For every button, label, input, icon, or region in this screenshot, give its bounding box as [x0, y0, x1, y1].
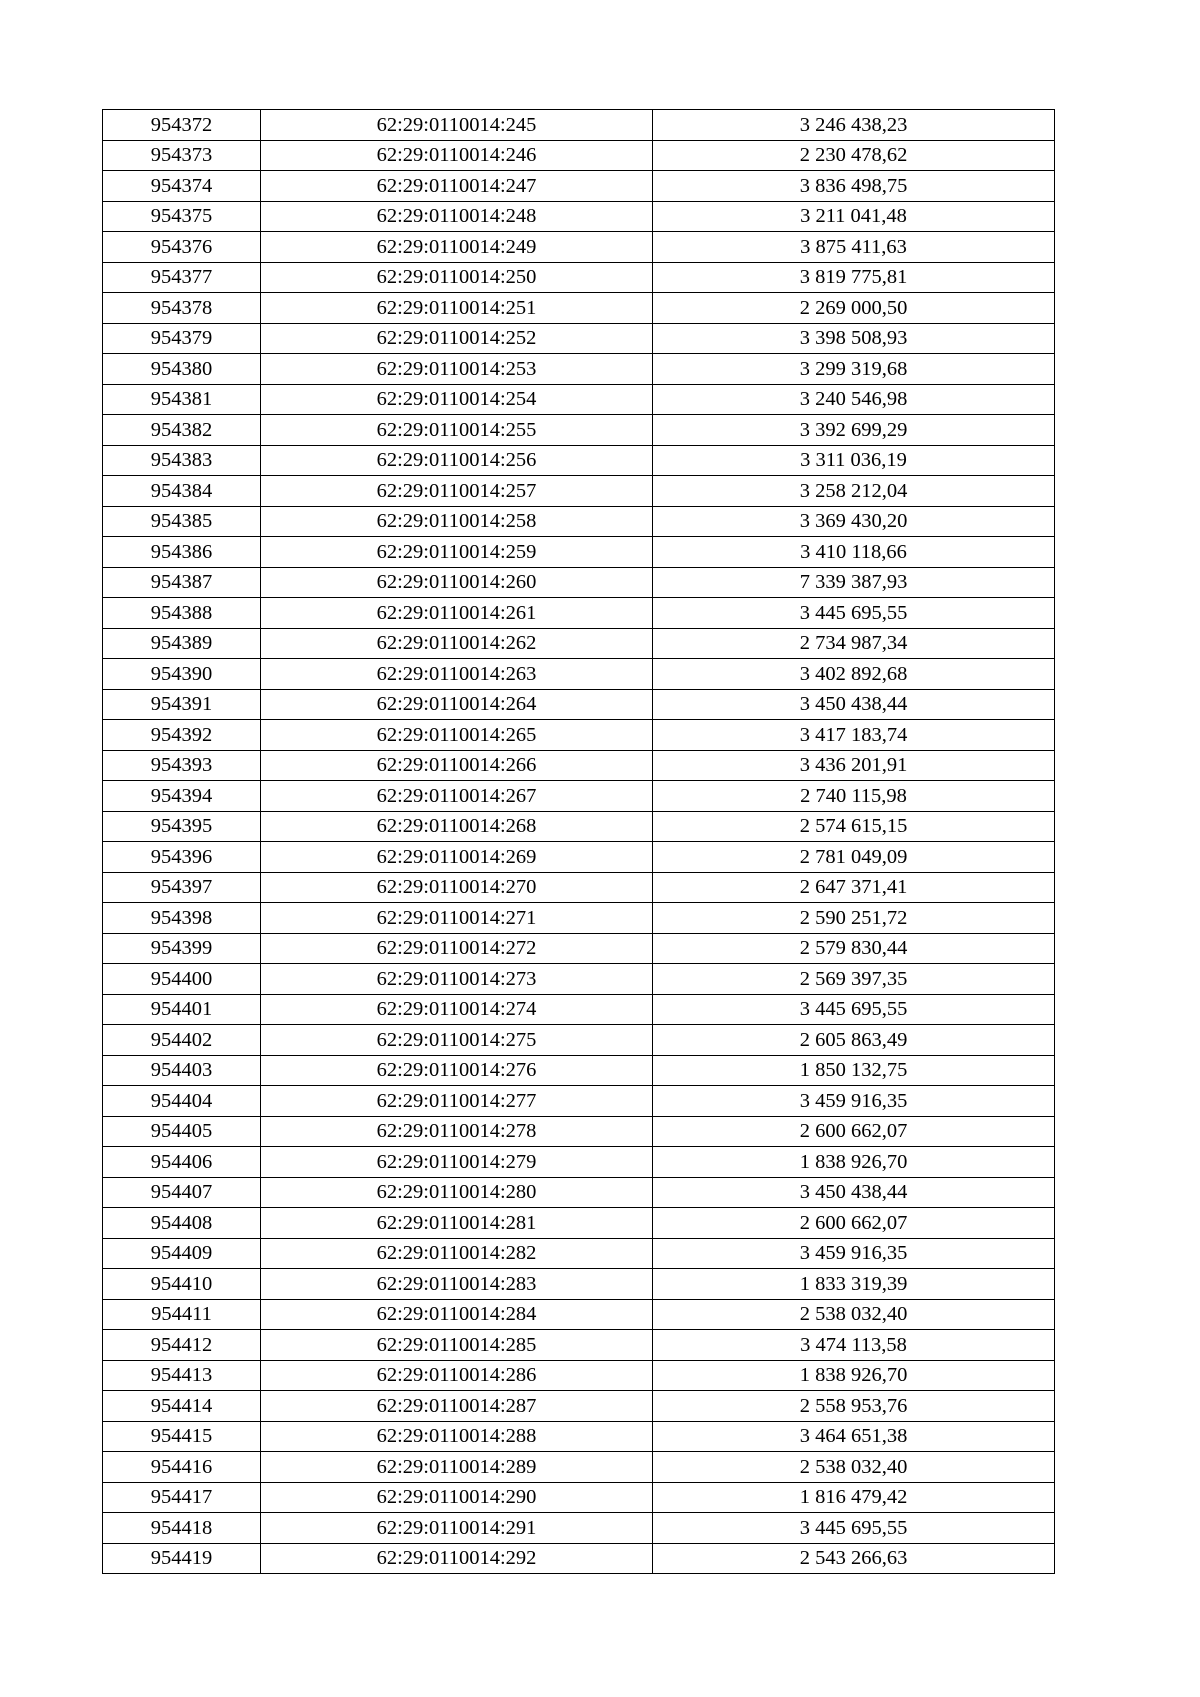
cadastral-number-cell: 62:29:0110014:249 [261, 232, 653, 263]
cadastral-value-cell: 3 246 438,23 [653, 110, 1055, 141]
row-number-cell: 954379 [103, 323, 261, 354]
row-number-cell: 954419 [103, 1543, 261, 1574]
cadastral-number-cell: 62:29:0110014:268 [261, 811, 653, 842]
cadastral-value-cell: 3 819 775,81 [653, 262, 1055, 293]
table-row [103, 1025, 1055, 1056]
table-row [103, 262, 1055, 293]
table-row [103, 1482, 1055, 1513]
cadastral-number-cell: 62:29:0110014:281 [261, 1208, 653, 1239]
row-number-cell: 954391 [103, 689, 261, 720]
table-row [103, 1391, 1055, 1422]
table-row [103, 1513, 1055, 1544]
table-row [103, 1452, 1055, 1483]
cadastral-value-cell: 3 417 183,74 [653, 720, 1055, 751]
cadastral-value-cell: 2 734 987,34 [653, 628, 1055, 659]
cadastral-number-cell: 62:29:0110014:275 [261, 1025, 653, 1056]
cadastral-value-cell: 7 339 387,93 [653, 567, 1055, 598]
row-number-cell: 954417 [103, 1482, 261, 1513]
table-row [103, 1147, 1055, 1178]
row-number-cell: 954418 [103, 1513, 261, 1544]
cadastral-number-cell: 62:29:0110014:266 [261, 750, 653, 781]
cadastral-value-cell: 1 850 132,75 [653, 1055, 1055, 1086]
cadastral-value-cell: 3 402 892,68 [653, 659, 1055, 690]
cadastral-value-cell: 1 838 926,70 [653, 1360, 1055, 1391]
row-number-cell: 954410 [103, 1269, 261, 1300]
cadastral-value-cell: 3 398 508,93 [653, 323, 1055, 354]
cadastral-value-cell: 3 392 699,29 [653, 415, 1055, 446]
table-row [103, 720, 1055, 751]
row-number-cell: 954395 [103, 811, 261, 842]
row-number-cell: 954408 [103, 1208, 261, 1239]
cadastral-value-cell: 2 538 032,40 [653, 1452, 1055, 1483]
cadastral-value-cell: 1 838 926,70 [653, 1147, 1055, 1178]
table-row [103, 842, 1055, 873]
cadastral-value-cell: 3 369 430,20 [653, 506, 1055, 537]
cadastral-value-cell: 3 459 916,35 [653, 1238, 1055, 1269]
cadastral-value-cell: 2 781 049,09 [653, 842, 1055, 873]
cadastral-number-cell: 62:29:0110014:263 [261, 659, 653, 690]
row-number-cell: 954397 [103, 872, 261, 903]
row-number-cell: 954389 [103, 628, 261, 659]
row-number-cell: 954405 [103, 1116, 261, 1147]
row-number-cell: 954396 [103, 842, 261, 873]
cadastral-value-cell: 2 600 662,07 [653, 1116, 1055, 1147]
row-number-cell: 954401 [103, 994, 261, 1025]
cadastral-number-cell: 62:29:0110014:274 [261, 994, 653, 1025]
cadastral-value-cell: 3 311 036,19 [653, 445, 1055, 476]
table-row [103, 354, 1055, 385]
cadastral-number-cell: 62:29:0110014:289 [261, 1452, 653, 1483]
cadastral-number-cell: 62:29:0110014:267 [261, 781, 653, 812]
table-row [103, 537, 1055, 568]
cadastral-number-cell: 62:29:0110014:262 [261, 628, 653, 659]
table-row [103, 1299, 1055, 1330]
cadastral-number-cell: 62:29:0110014:283 [261, 1269, 653, 1300]
row-number-cell: 954387 [103, 567, 261, 598]
cadastral-number-cell: 62:29:0110014:285 [261, 1330, 653, 1361]
table-row [103, 872, 1055, 903]
cadastral-value-cell: 3 299 319,68 [653, 354, 1055, 385]
table-row [103, 1421, 1055, 1452]
cadastral-number-cell: 62:29:0110014:288 [261, 1421, 653, 1452]
table-row [103, 781, 1055, 812]
cadastral-number-cell: 62:29:0110014:248 [261, 201, 653, 232]
cadastral-value-cell: 3 258 212,04 [653, 476, 1055, 507]
cadastral-value-cell: 2 230 478,62 [653, 140, 1055, 171]
row-number-cell: 954406 [103, 1147, 261, 1178]
cadastral-number-cell: 62:29:0110014:264 [261, 689, 653, 720]
cadastral-value-cell: 1 833 319,39 [653, 1269, 1055, 1300]
cadastral-value-cell: 3 875 411,63 [653, 232, 1055, 263]
cadastral-number-cell: 62:29:0110014:271 [261, 903, 653, 934]
cadastral-value-cell: 1 816 479,42 [653, 1482, 1055, 1513]
row-number-cell: 954407 [103, 1177, 261, 1208]
cadastral-value-cell: 2 579 830,44 [653, 933, 1055, 964]
table-row [103, 110, 1055, 141]
cadastral-value-cell: 3 211 041,48 [653, 201, 1055, 232]
cadastral-value-cell: 3 410 118,66 [653, 537, 1055, 568]
cadastral-number-cell: 62:29:0110014:252 [261, 323, 653, 354]
cadastral-number-cell: 62:29:0110014:292 [261, 1543, 653, 1574]
table-row [103, 994, 1055, 1025]
cadastral-number-cell: 62:29:0110014:251 [261, 293, 653, 324]
cadastral-value-cell: 2 538 032,40 [653, 1299, 1055, 1330]
row-number-cell: 954390 [103, 659, 261, 690]
cadastral-value-cell: 2 605 863,49 [653, 1025, 1055, 1056]
table-row [103, 933, 1055, 964]
table-row [103, 445, 1055, 476]
cadastral-number-cell: 62:29:0110014:286 [261, 1360, 653, 1391]
row-number-cell: 954374 [103, 171, 261, 202]
table-row [103, 1116, 1055, 1147]
row-number-cell: 954381 [103, 384, 261, 415]
cadastral-number-cell: 62:29:0110014:254 [261, 384, 653, 415]
table-row [103, 1055, 1055, 1086]
table-row [103, 811, 1055, 842]
cadastral-number-cell: 62:29:0110014:277 [261, 1086, 653, 1117]
cadastral-number-cell: 62:29:0110014:273 [261, 964, 653, 995]
cadastral-value-cell: 2 269 000,50 [653, 293, 1055, 324]
cadastral-value-cell: 3 450 438,44 [653, 1177, 1055, 1208]
cadastral-value-cell: 2 569 397,35 [653, 964, 1055, 995]
cadastral-value-cell: 3 836 498,75 [653, 171, 1055, 202]
row-number-cell: 954378 [103, 293, 261, 324]
row-number-cell: 954388 [103, 598, 261, 629]
table-row [103, 1238, 1055, 1269]
row-number-cell: 954404 [103, 1086, 261, 1117]
cadastral-value-cell: 3 464 651,38 [653, 1421, 1055, 1452]
row-number-cell: 954414 [103, 1391, 261, 1422]
cadastral-number-cell: 62:29:0110014:245 [261, 110, 653, 141]
cadastral-number-cell: 62:29:0110014:261 [261, 598, 653, 629]
table-row [103, 1208, 1055, 1239]
table-row [103, 1360, 1055, 1391]
table-row [103, 598, 1055, 629]
table-row [103, 689, 1055, 720]
row-number-cell: 954394 [103, 781, 261, 812]
cadastral-number-cell: 62:29:0110014:253 [261, 354, 653, 385]
cadastral-number-cell: 62:29:0110014:259 [261, 537, 653, 568]
cadastral-number-cell: 62:29:0110014:284 [261, 1299, 653, 1330]
table-row [103, 171, 1055, 202]
cadastral-number-cell: 62:29:0110014:247 [261, 171, 653, 202]
row-number-cell: 954400 [103, 964, 261, 995]
cadastral-number-cell: 62:29:0110014:276 [261, 1055, 653, 1086]
cadastral-number-cell: 62:29:0110014:287 [261, 1391, 653, 1422]
cadastral-number-cell: 62:29:0110014:270 [261, 872, 653, 903]
table-row [103, 384, 1055, 415]
cadastral-number-cell: 62:29:0110014:255 [261, 415, 653, 446]
row-number-cell: 954412 [103, 1330, 261, 1361]
table-row [103, 1086, 1055, 1117]
table-row [103, 903, 1055, 934]
row-number-cell: 954377 [103, 262, 261, 293]
cadastral-number-cell: 62:29:0110014:246 [261, 140, 653, 171]
row-number-cell: 954416 [103, 1452, 261, 1483]
row-number-cell: 954399 [103, 933, 261, 964]
table-row [103, 140, 1055, 171]
table-row [103, 1269, 1055, 1300]
cadastral-value-cell: 3 445 695,55 [653, 994, 1055, 1025]
cadastral-number-cell: 62:29:0110014:280 [261, 1177, 653, 1208]
row-number-cell: 954393 [103, 750, 261, 781]
table-row [103, 323, 1055, 354]
table-row [103, 964, 1055, 995]
table-row [103, 659, 1055, 690]
cadastral-value-cell: 3 436 201,91 [653, 750, 1055, 781]
cadastral-value-cell: 3 459 916,35 [653, 1086, 1055, 1117]
cadastral-value-cell: 3 240 546,98 [653, 384, 1055, 415]
cadastral-value-cell: 3 445 695,55 [653, 1513, 1055, 1544]
cadastral-value-cell: 2 574 615,15 [653, 811, 1055, 842]
cadastral-number-cell: 62:29:0110014:279 [261, 1147, 653, 1178]
cadastral-number-cell: 62:29:0110014:257 [261, 476, 653, 507]
table-body [103, 110, 1055, 1574]
cadastral-value-cell: 2 600 662,07 [653, 1208, 1055, 1239]
cadastral-number-cell: 62:29:0110014:291 [261, 1513, 653, 1544]
cadastral-value-cell: 2 543 266,63 [653, 1543, 1055, 1574]
cadastral-number-cell: 62:29:0110014:272 [261, 933, 653, 964]
row-number-cell: 954402 [103, 1025, 261, 1056]
row-number-cell: 954386 [103, 537, 261, 568]
cadastral-value-cell: 3 450 438,44 [653, 689, 1055, 720]
row-number-cell: 954372 [103, 110, 261, 141]
cadastral-value-cell: 3 474 113,58 [653, 1330, 1055, 1361]
table-row [103, 750, 1055, 781]
cadastral-value-cell: 2 740 115,98 [653, 781, 1055, 812]
row-number-cell: 954411 [103, 1299, 261, 1330]
cadastral-number-cell: 62:29:0110014:269 [261, 842, 653, 873]
table-row [103, 567, 1055, 598]
table-row [103, 506, 1055, 537]
cadastral-value-table [102, 109, 1055, 1574]
row-number-cell: 954373 [103, 140, 261, 171]
row-number-cell: 954415 [103, 1421, 261, 1452]
row-number-cell: 954392 [103, 720, 261, 751]
row-number-cell: 954383 [103, 445, 261, 476]
cadastral-number-cell: 62:29:0110014:290 [261, 1482, 653, 1513]
row-number-cell: 954409 [103, 1238, 261, 1269]
row-number-cell: 954413 [103, 1360, 261, 1391]
row-number-cell: 954375 [103, 201, 261, 232]
table-row [103, 415, 1055, 446]
row-number-cell: 954376 [103, 232, 261, 263]
cadastral-value-cell: 2 647 371,41 [653, 872, 1055, 903]
cadastral-number-cell: 62:29:0110014:282 [261, 1238, 653, 1269]
cadastral-number-cell: 62:29:0110014:256 [261, 445, 653, 476]
cadastral-number-cell: 62:29:0110014:250 [261, 262, 653, 293]
table-row [103, 1177, 1055, 1208]
table-row [103, 293, 1055, 324]
cadastral-number-cell: 62:29:0110014:258 [261, 506, 653, 537]
table-row [103, 1543, 1055, 1574]
row-number-cell: 954403 [103, 1055, 261, 1086]
cadastral-number-cell: 62:29:0110014:278 [261, 1116, 653, 1147]
row-number-cell: 954382 [103, 415, 261, 446]
row-number-cell: 954385 [103, 506, 261, 537]
cadastral-value-cell: 2 558 953,76 [653, 1391, 1055, 1422]
table-row [103, 1330, 1055, 1361]
cadastral-value-cell: 2 590 251,72 [653, 903, 1055, 934]
row-number-cell: 954384 [103, 476, 261, 507]
table-row [103, 476, 1055, 507]
row-number-cell: 954398 [103, 903, 261, 934]
table-row [103, 201, 1055, 232]
row-number-cell: 954380 [103, 354, 261, 385]
table-row [103, 232, 1055, 263]
table-row [103, 628, 1055, 659]
cadastral-number-cell: 62:29:0110014:265 [261, 720, 653, 751]
cadastral-number-cell: 62:29:0110014:260 [261, 567, 653, 598]
cadastral-value-cell: 3 445 695,55 [653, 598, 1055, 629]
